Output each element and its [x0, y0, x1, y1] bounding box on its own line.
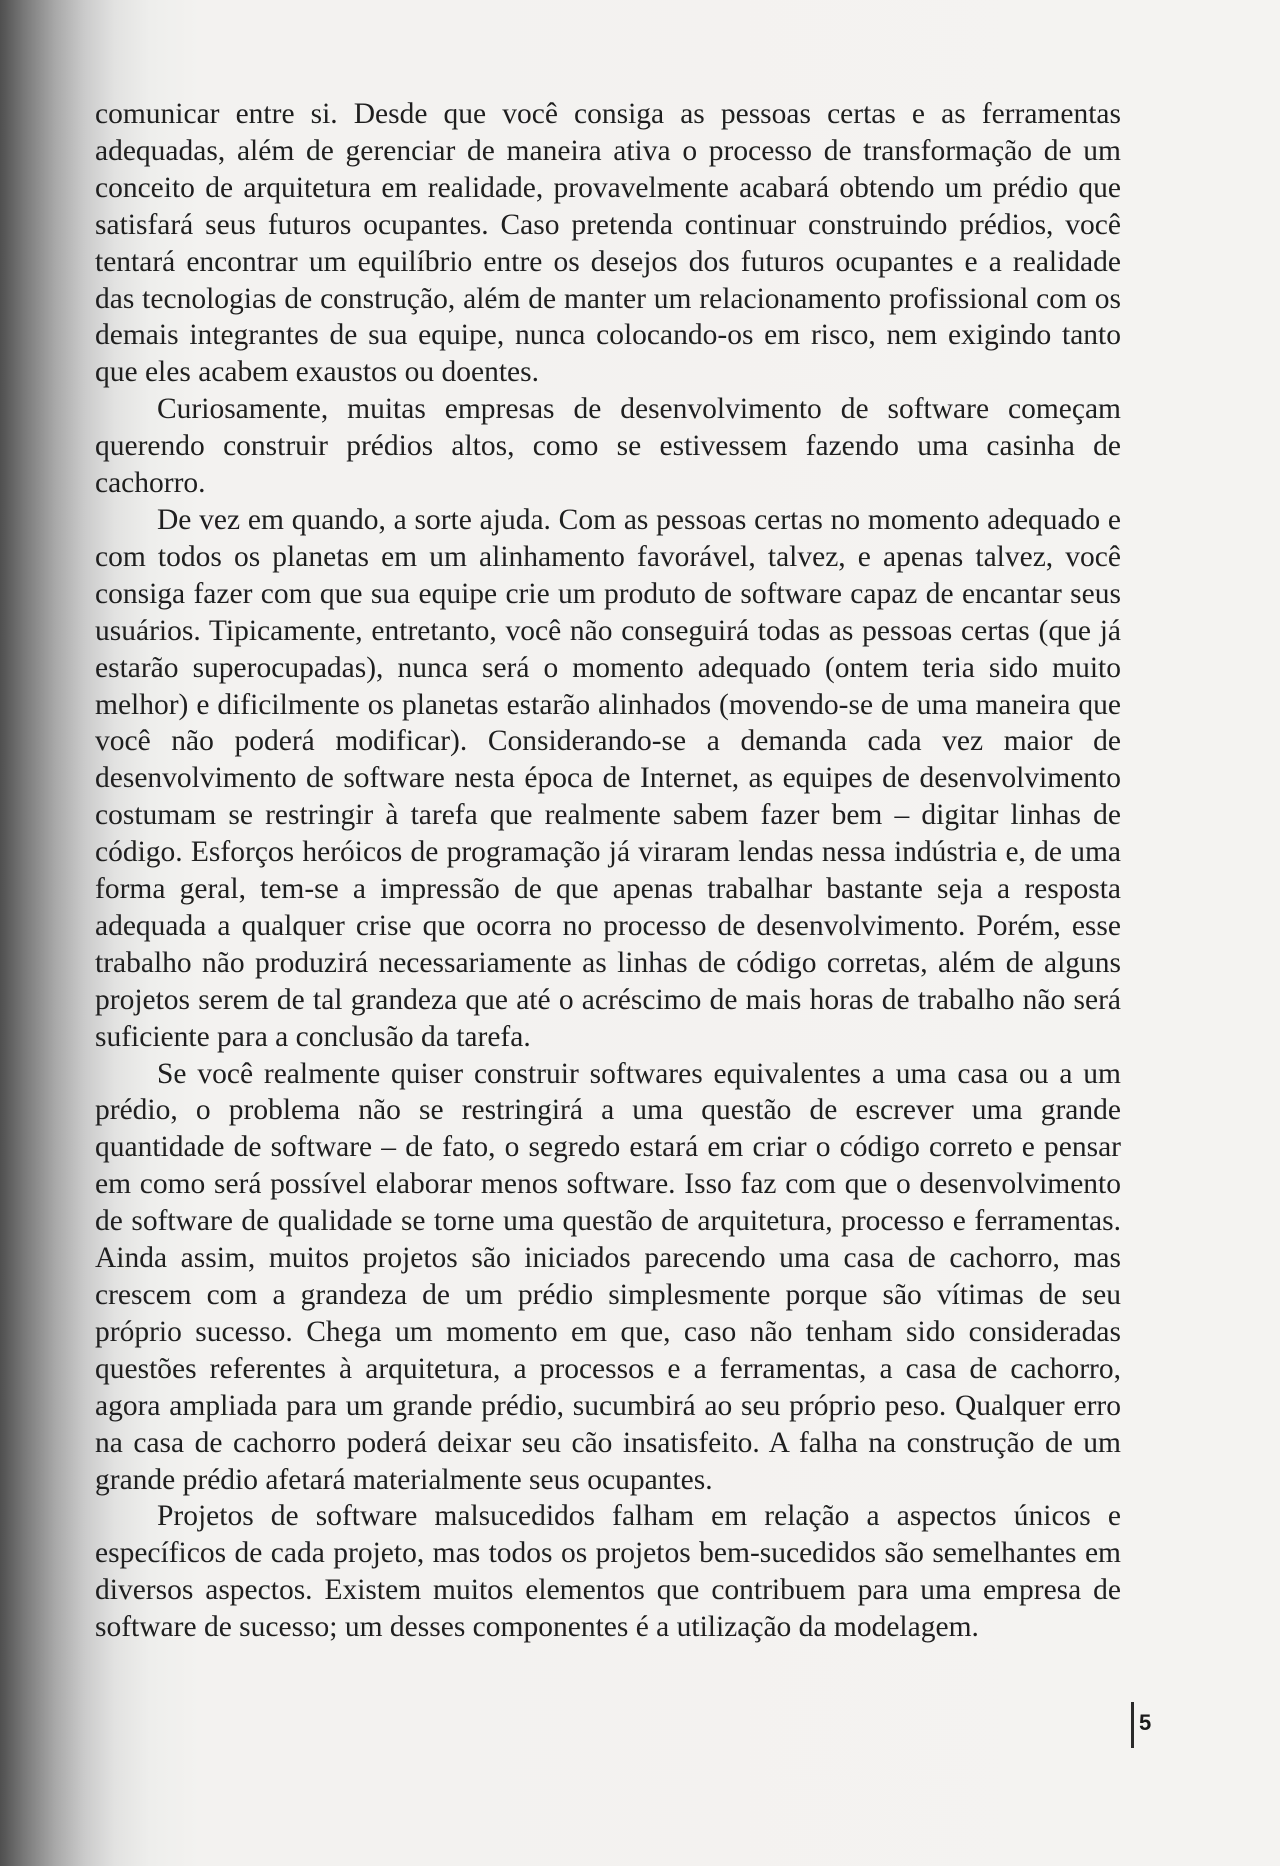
page-number-rule — [1131, 1702, 1134, 1748]
paragraph-5: Projetos de software malsucedidos falham em relação a aspectos únicos e específicos de cada projeto, mas todos os projetos bem-sucedidos são semelhantes em diversos aspectos. Existem muitos elementos que contribuem para uma empresa de software de sucesso; um desses componentes é a utilização da modelagem. — [95, 1500, 1121, 1644]
paragraph-1: comunicar entre si. Desde que você consiga as pessoas certas e as ferramentas adequadas, além de gerenciar de maneira ativa o processo de transformação de um conceito de arquitetura em realidade, provavelmente acabará obtendo um prédio que satisfará seus futuros ocupantes. Caso pretenda continuar construindo prédios, você tentará encontrar um equilíbrio entre os desejos dos futuros ocupantes e a realidade das tecnologias de construção, além de manter um relacionamento profissional com os demais integrantes de sua equipe, nunca colocando-os em risco, nem exigindo tanto que eles acabem exaustos ou doentes. — [95, 98, 1121, 389]
page-number: 5 — [1139, 1710, 1152, 1735]
body-text — [95, 96, 1121, 1646]
paragraph-4: Se você realmente quiser construir softwares equivalentes a uma casa ou a um prédio, o problema não se restringirá a uma questão de escrever uma grande quantidade de software – de fato, o segredo estará em criar o código correto e pensar em como será possível elaborar menos software. Isso faz com que o desenvolvimento de software de qualidade se torne uma questão de arquitetura, processo e ferramentas. Ainda assim, muitos projetos são iniciados parecendo uma casa de cachorro, mas crescem com a grandeza de um prédio simplesmente porque são vítimas de seu próprio sucesso. Chega um momento em que, caso não tenham sido consideradas questões referentes à arquitetura, a processos e a ferramentas, a casa de cachorro, agora ampliada para um grande prédio, sucumbirá ao seu próprio peso. Qualquer erro na casa de cachorro poderá deixar seu cão insatisfeito. A falha na construção de um grande prédio afetará materialmente seus ocupantes. — [95, 1057, 1121, 1496]
paragraph-2: Curiosamente, muitas empresas de desenvolvimento de software começam querendo construir prédios altos, como se estivessem fazendo uma casinha de cachorro. — [95, 393, 1121, 500]
paragraph-3: De vez em quando, a sorte ajuda. Com as pessoas certas no momento adequado e com todos os planetas em um alinhamento favorável, talvez, e apenas talvez, você consiga fazer com que sua equipe crie um produto de software capaz de encantar seus usuários. Tipicamente, entretanto, você não conseguirá todas as pessoas certas (que já estarão superocupadas), nunca será o momento adequado (ontem teria sido muito melhor) e dificilmente os planetas estarão alinhados (movendo-se de uma maneira que você não poderá modificar). Considerando-se a demanda cada vez maior de desenvolvimento de software nesta época de Internet, as equipes de desenvolvimento costumam se restringir à tarefa que realmente sabem fazer bem – digitar linhas de código. Esforços heróicos de programação já viraram lendas nessa indústria e, de uma forma geral, tem-se a impressão de que apenas trabalhar bastante seja a resposta adequada a qualquer crise que ocorra no processo de desenvolvimento. Porém, esse trabalho não produzirá necessariamente as linhas de código corretas, além de alguns projetos serem de tal grandeza que até o acréscimo de mais horas de trabalho não será suficiente para a conclusão da tarefa. — [95, 503, 1121, 1053]
